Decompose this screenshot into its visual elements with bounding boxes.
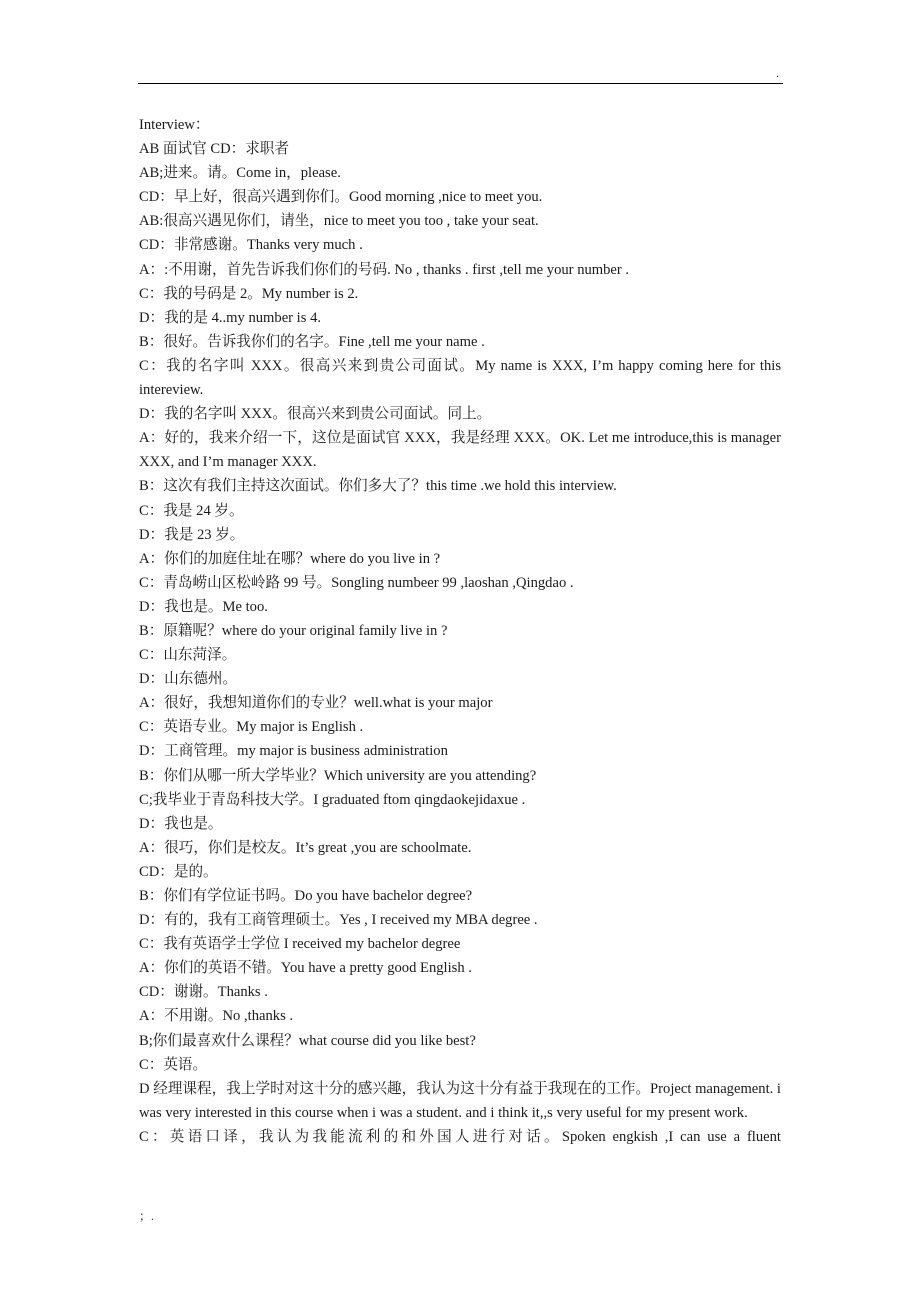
dialogue-line: D：工商管理。my major is business administration bbox=[139, 743, 448, 760]
dialogue-line: B：这次有我们主持这次面试。你们多大了？this time .we hold this interview. bbox=[139, 478, 617, 495]
dialogue-line: A：很巧，你们是校友。It’s great ,you are schoolmate. bbox=[139, 839, 472, 856]
dialogue-line: C：英语专业。My major is English . bbox=[139, 719, 364, 736]
header-rule bbox=[138, 83, 783, 84]
dialogue-line: D：有的，我有工商管理硕士。Yes , I received my MBA degree . bbox=[139, 912, 538, 929]
dialogue-line: C;我毕业于青岛科技大学。I graduated ftom qingdaokejidaxue . bbox=[139, 791, 526, 808]
dialogue-line: C：英语。 bbox=[139, 1056, 208, 1073]
dialogue-line: A：不用谢。No ,thanks . bbox=[139, 1008, 294, 1025]
dialogue-line: C：我是 24 岁。 bbox=[139, 502, 244, 519]
dialogue-line: A：好的，我来介绍一下，这位是面试官 XXX，我是经理 XXX。OK. Let me introduce,this is manager XXX, and I’m manager XXX. bbox=[139, 430, 781, 471]
dialogue-line: A：你们的英语不错。You have a pretty good English . bbox=[139, 960, 472, 977]
dialogue-line: AB;进来。请。Come in，please. bbox=[139, 165, 341, 182]
dialogue-line: D 经理课程，我上学时对这十分的感兴趣，我认为这十分有益于我现在的工作。Project management. i was very interested in this course when i was a student. and i think it,,s very useful for my present work. bbox=[139, 1080, 781, 1121]
dialogue-line: D：我的名字叫 XXX。很高兴来到贵公司面试。同上。 bbox=[139, 406, 492, 423]
dialogue-line: B：原籍呢？where do your original family live in ? bbox=[139, 622, 448, 639]
dialogue-line: C：我的号码是 2。My number is 2. bbox=[139, 285, 359, 302]
dialogue-line: C：我的名字叫 XXX。很高兴来到贵公司面试。My name is XXX, I’m happy coming here for this intereview. bbox=[139, 357, 781, 399]
dialogue-line: C：我有英语学士学位 I received my bachelor degree bbox=[139, 936, 461, 953]
role-legend: AB 面试官 CD：求职者 bbox=[139, 141, 289, 158]
dialogue-line: D：我的是 4..my number is 4. bbox=[139, 309, 322, 326]
dialogue-line: A：:不用谢，首先告诉我们你们的号码. No , thanks . first ,tell me your number . bbox=[139, 261, 630, 278]
dialogue-line: D：山东德州。 bbox=[139, 671, 238, 688]
dialogue-line: CD：是的。 bbox=[139, 863, 218, 880]
dialogue-line: AB:很高兴遇见你们，请坐，nice to meet you too , take your seat. bbox=[139, 213, 539, 230]
dialogue-line: C：青岛崂山区松岭路 99 号。Songling numbeer 99 ,laoshan ,Qingdao . bbox=[139, 574, 574, 591]
dialogue-line: CD：非常感谢。Thanks very much . bbox=[139, 237, 363, 254]
interview-transcript bbox=[139, 113, 781, 1149]
footer-mark: ；. bbox=[139, 1209, 155, 1223]
dialogue-line: A：很好，我想知道你们的专业？well.what is your major bbox=[139, 695, 493, 712]
dialogue-line: B：你们有学位证书吗。Do you have bachelor degree? bbox=[139, 888, 473, 904]
dialogue-line: A：你们的加庭住址在哪？where do you live in ? bbox=[139, 550, 441, 567]
dialogue-line: B：很好。告诉我你们的名字。Fine ,tell me your name . bbox=[139, 333, 485, 350]
dialogue-line: D：我是 23 岁。 bbox=[139, 526, 245, 543]
dialogue-line: C：英语口译，我认为我能流利的和外国人进行对话。Spoken engkish ,I can use a fluent bbox=[139, 1128, 781, 1145]
dialogue-line: CD：谢谢。Thanks . bbox=[139, 984, 268, 1001]
transcript-title: Interview： bbox=[139, 117, 210, 133]
dialogue-line: B;你们最喜欢什么课程？what course did you like best? bbox=[139, 1032, 476, 1049]
header-mark: . bbox=[776, 66, 779, 80]
dialogue-line: D：我也是。 bbox=[139, 815, 223, 832]
dialogue-line: D：我也是。Me too. bbox=[139, 598, 268, 615]
dialogue-line: C：山东菏泽。 bbox=[139, 647, 237, 664]
dialogue-line: CD：早上好，很高兴遇到你们。Good morning ,nice to meet you. bbox=[139, 189, 543, 206]
dialogue-line: B：你们从哪一所大学毕业？Which university are you attending? bbox=[139, 767, 537, 784]
